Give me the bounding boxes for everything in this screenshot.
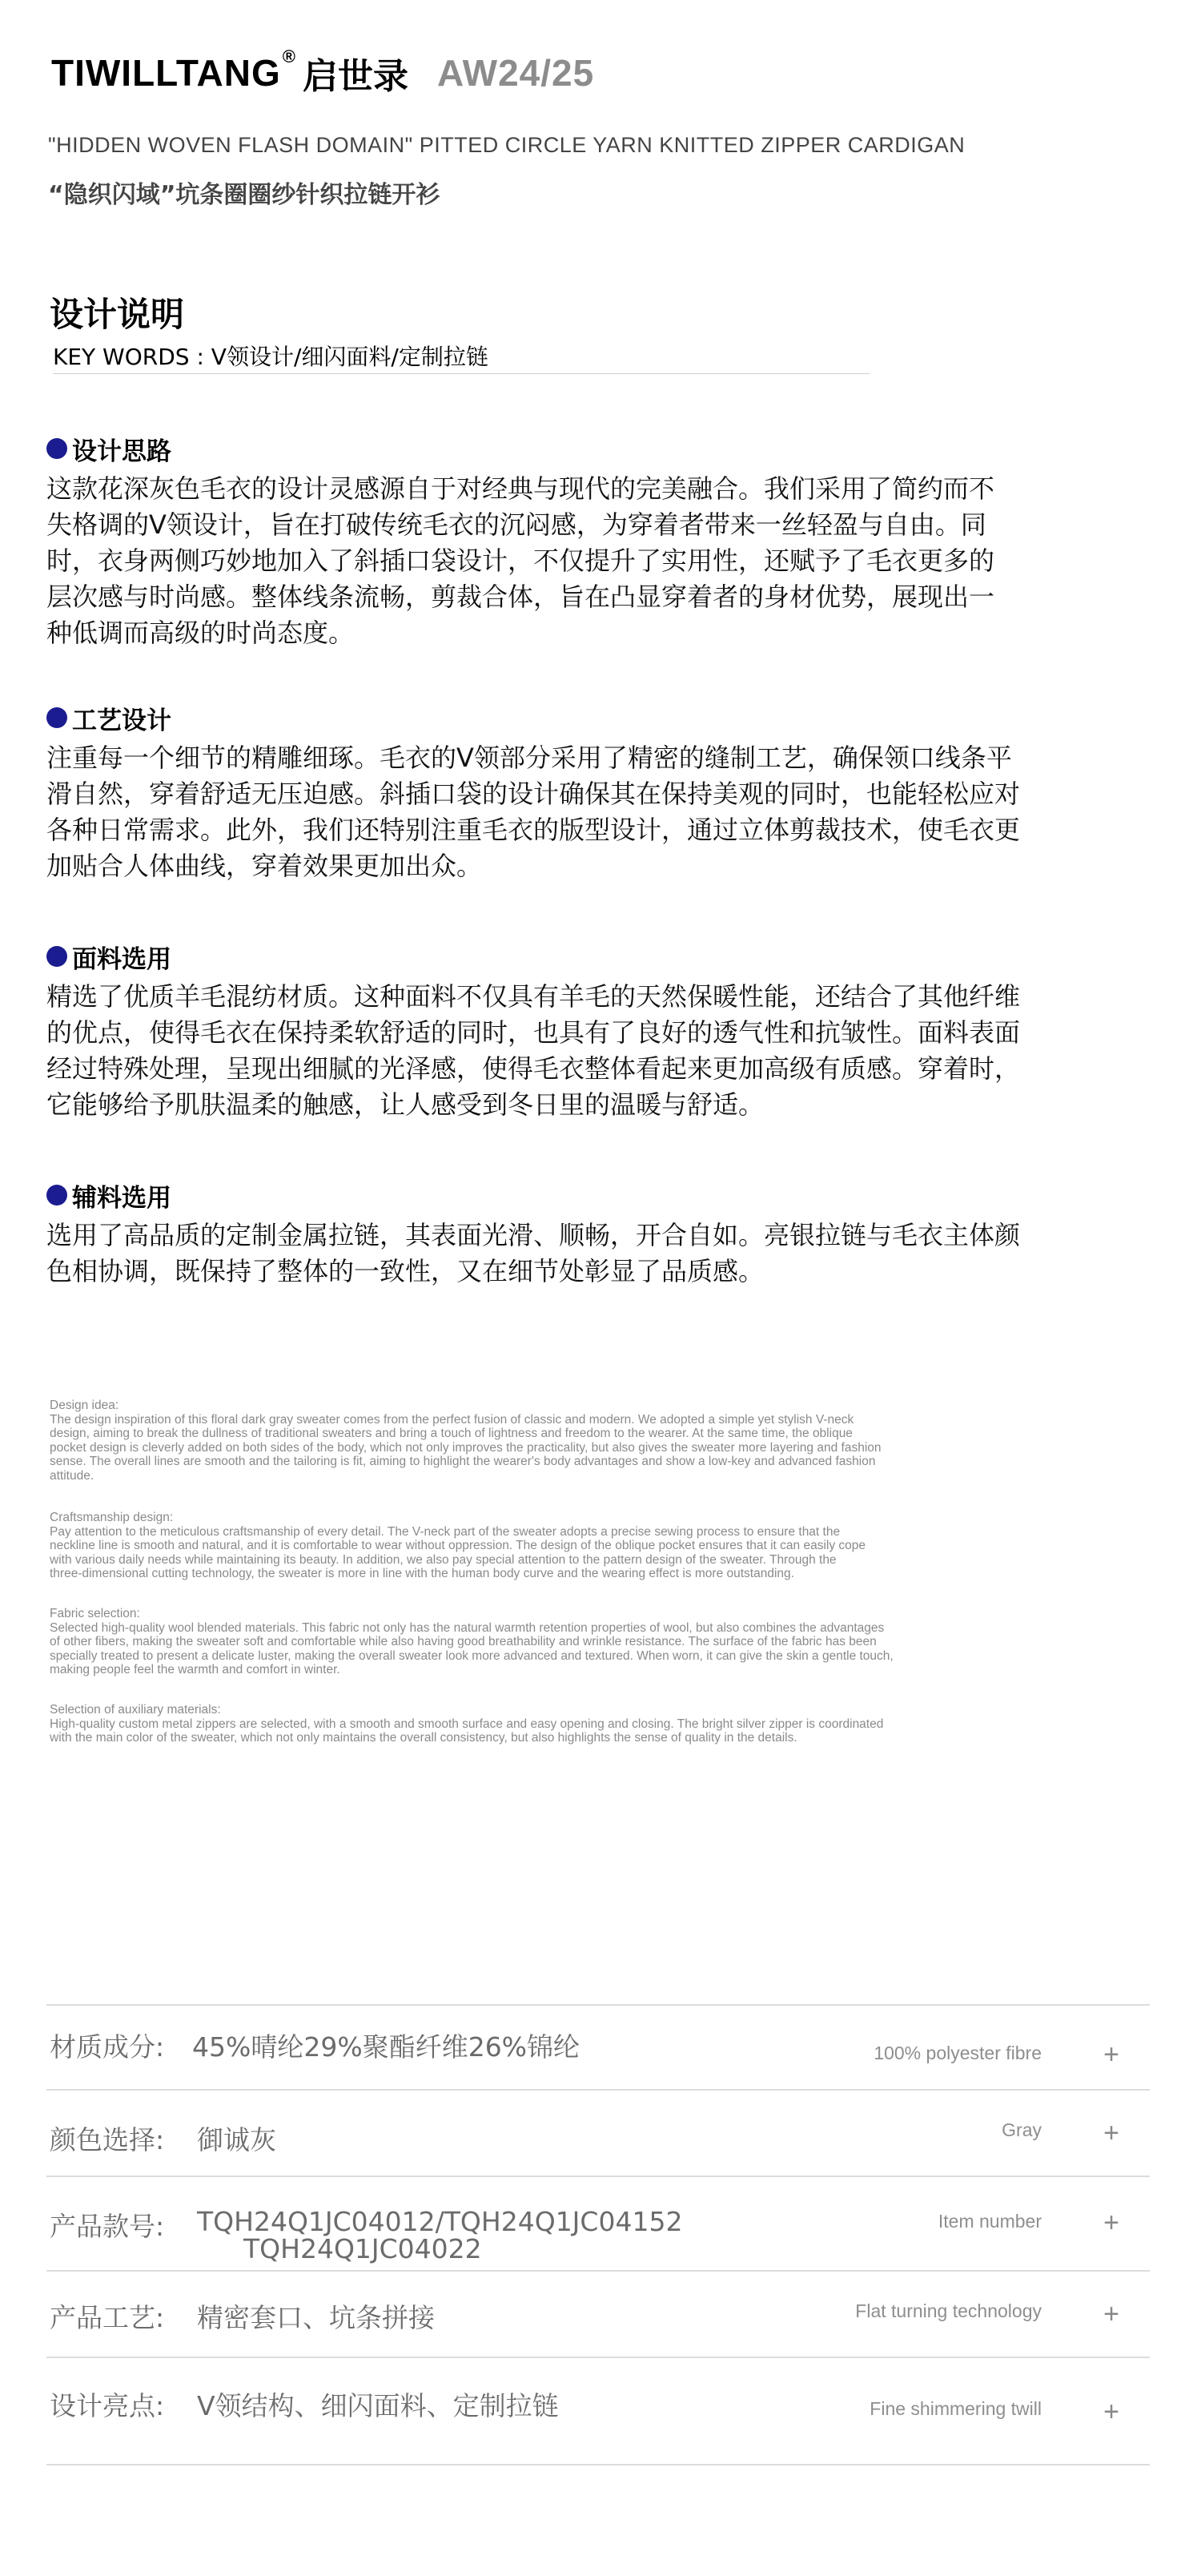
plus-icon[interactable]: + bbox=[1103, 2118, 1119, 2148]
spec-row-craft[interactable] bbox=[46, 2270, 1150, 2357]
spec-label: 产品工艺: bbox=[50, 2302, 165, 2333]
spec-label: 设计亮点: bbox=[50, 2390, 165, 2421]
brand-header bbox=[51, 45, 594, 101]
brand-logo: TIWILLTANG® bbox=[51, 46, 296, 94]
plus-icon[interactable]: + bbox=[1103, 2299, 1119, 2329]
section-body: 注重每一个细节的精雕细琢。毛衣的V领部分采用了精密的缝制工艺，确保领口线条平 滑自然，穿着舒适无压迫感。斜插口袋的设计确保其在保持美观的同时，也能轻松应对 各种日常需求。此外，我们还特别注重毛衣的版型设计，通过立体剪裁技术，使毛衣更 加贴合人体曲线，穿着效果更加出众。 bbox=[46, 743, 1021, 881]
bullet-dot-icon bbox=[46, 707, 67, 728]
plus-icon[interactable]: + bbox=[1103, 2039, 1119, 2070]
spec-value: 御诚灰 bbox=[197, 2124, 276, 2155]
section-design-idea bbox=[46, 431, 1159, 651]
registered-mark: ® bbox=[282, 46, 296, 66]
plus-icon[interactable]: + bbox=[1103, 2208, 1119, 2238]
spec-value: V领结构、细闪面料、定制拉链 bbox=[197, 2390, 559, 2421]
product-title-cn: “隐织闪域”坑条圈圈纱针织拉链开衫 bbox=[48, 181, 440, 209]
brand-cn-name: 启世录 bbox=[302, 56, 408, 97]
spec-label: 颜色选择: bbox=[50, 2124, 165, 2155]
spec-en-label: 100% polyester fibre bbox=[874, 2043, 1042, 2063]
plus-icon[interactable]: + bbox=[1103, 2397, 1119, 2427]
keywords-line: KEY WORDS : V领设计/细闪面料/定制拉链 bbox=[53, 344, 488, 370]
spec-en-label: Item number bbox=[938, 2211, 1042, 2232]
section-body: 这款花深灰色毛衣的设计灵感源自于对经典与现代的完美融合。我们采用了简约而不 失格调的V领设计，旨在打破传统毛衣的沉闷感，为穿着者带来一丝轻盈与自由。同 时，衣身两侧巧妙地加入了斜插口袋设计，不仅提升了实用性，还赋予了毛衣更多的 层次感与时尚感。整体线条流畅，剪裁合体，旨在凸显穿着者的身材优势，展现出一 种低调而高级的时尚态度。 bbox=[46, 473, 995, 648]
spec-value: 45%晴纶29%聚酯纤维26%锦纶 bbox=[192, 2031, 580, 2063]
spec-value: TQH24Q1JC04012/TQH24Q1JC04152 bbox=[197, 2206, 683, 2237]
bullet-dot-icon bbox=[46, 1185, 67, 1205]
section-title: 面料选用 bbox=[46, 939, 1159, 974]
spec-label: 产品款号: bbox=[50, 2211, 165, 2242]
spec-row-material[interactable] bbox=[46, 2004, 1150, 2089]
spec-row-highlight[interactable] bbox=[46, 2357, 1150, 2465]
spec-list bbox=[46, 2004, 1150, 2465]
section-auxiliary bbox=[46, 1177, 1159, 1290]
design-heading: 设计说明 bbox=[50, 295, 185, 334]
bullet-dot-icon bbox=[46, 438, 67, 459]
spec-value-second-line: TQH24Q1JC04022 bbox=[243, 2233, 482, 2264]
spec-row-color[interactable] bbox=[46, 2089, 1150, 2176]
section-title: 设计思路 bbox=[46, 431, 1159, 466]
spec-row-item-number[interactable] bbox=[46, 2176, 1150, 2270]
section-fabric bbox=[46, 939, 1159, 1123]
spec-label: 材质成分: bbox=[50, 2031, 165, 2063]
keywords-divider bbox=[53, 373, 870, 374]
section-craftsmanship bbox=[46, 700, 1159, 884]
english-fabric: Fabric selection: Selected high-quality wool blended materials. This fabric not only has the natural warmth retention properties of wool, but also combines the advantages of other fibers, making the sweater soft and comfortable while also having good breathability and wrinkle resistance. The surface of the fabric has been specially treated to present a delicate luster, making the overall sweater look more advanced and textured. When worn, it can give the skin a gentle touch, making people feel the warmth and comfort in winter. bbox=[50, 1607, 894, 1676]
english-design-idea: Design idea: The design inspiration of this floral dark gray sweater comes from the perfect fusion of classic and modern. We adopted a simple yet stylish V-neck design, aiming to break the dullness of traditional sweaters and bring a touch of lightness and freedom to the wearer. At the same time, the oblique pocket design is cleverly added on both sides of the body, which not only improves the practicality, but also gives the sweater more layering and fashion sense. The overall lines are smooth and the tailoring is fit, aiming to highlight the wearer's body advantages and show a low-key and advanced fashion attitude. bbox=[50, 1399, 882, 1483]
spec-en-label: Flat turning technology bbox=[855, 2300, 1042, 2321]
spec-en-label: Gray bbox=[1002, 2119, 1042, 2140]
section-body: 选用了高品质的定制金属拉链，其表面光滑、顺畅，开合自如。亮银拉链与毛衣主体颜 色相协调，既保持了整体的一致性，又在细节处彰显了品质感。 bbox=[46, 1220, 1021, 1286]
english-craftsmanship: Craftsmanship design: Pay attention to the meticulous craftsmanship of every detail. The V-neck part of the sweater adopts a precise sewing process to ensure that the neckline line is smooth and natural, and it is comfortable to wear without oppression. The design of the oblique pocket ensures that it can easily cope with various daily needs while maintaining its beauty. In addition, we also pay special attention to the pattern design of the sweater. Through the three-dimensional cutting technology, the sweater is more in line with the human body curve and the wearing effect is more outstanding. bbox=[50, 1511, 866, 1580]
section-body: 精选了优质羊毛混纺材质。这种面料不仅具有羊毛的天然保暖性能，还结合了其他纤维 的优点，使得毛衣在保持柔软舒适的同时，也具有了良好的透气性和抗皱性。面料表面 经过特殊处理，呈现出细腻的光泽感，使得毛衣整体看起来更加高级有质感。穿着时， 它能够给予肌肤温柔的触感，让人感受到冬日里的温暖与舒适。 bbox=[46, 981, 1021, 1120]
season-label: AW24/25 bbox=[436, 52, 595, 94]
section-title: 工艺设计 bbox=[46, 700, 1159, 735]
english-auxiliary: Selection of auxiliary materials: High-quality custom metal zippers are selected, with a smooth and smooth surface and easy opening and closing. The bright silver zipper is coordinated with the main color of the sweater, which not only maintains the overall consistency, but also highlights the sense of quality in the details. bbox=[50, 1703, 884, 1745]
spec-en-label: Fine shimmering twill bbox=[870, 2398, 1042, 2419]
section-title: 辅料选用 bbox=[46, 1177, 1159, 1213]
bullet-dot-icon bbox=[46, 946, 67, 967]
spec-value: 精密套口、坑条拼接 bbox=[197, 2302, 435, 2333]
product-title-en: "HIDDEN WOVEN FLASH DOMAIN" PITTED CIRCLE YARN KNITTED ZIPPER CARDIGAN bbox=[48, 133, 966, 157]
